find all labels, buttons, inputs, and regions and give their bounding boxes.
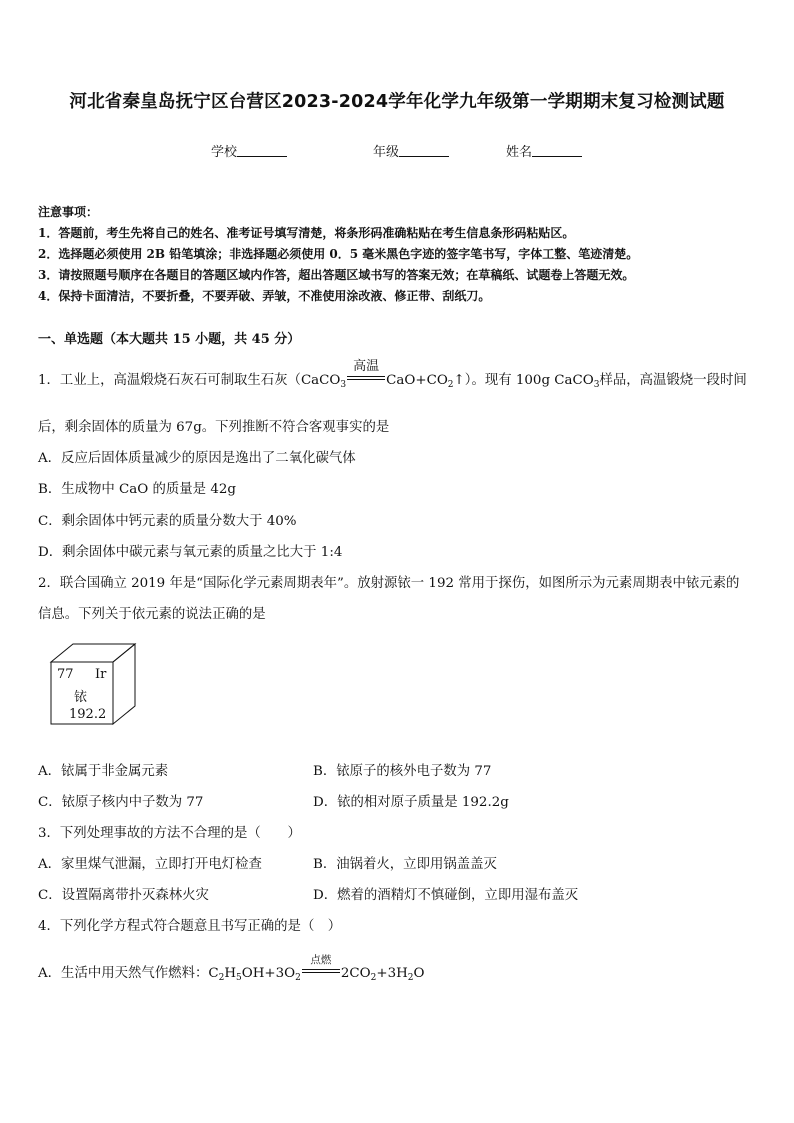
q1-line2: 后，剩余固体的质量为 67g。下列推断不符合客观事实的是 [38, 420, 390, 435]
name-field[interactable] [506, 141, 582, 160]
q1-option-a[interactable]: A．反应后固体质量减少的原因是逸出了二氧化碳气体 [38, 451, 356, 466]
section-heading: 一、单选题（本大题共 15 小题，共 45 分） [38, 332, 301, 347]
q4-stem: 4．下列化学方程式符合题意且书写正确的是（ ） [38, 919, 342, 934]
school-blank[interactable] [237, 144, 287, 157]
q3-option-a[interactable]: A．家里煤气泄漏，立即打开电灯检查 [38, 857, 262, 872]
atomic-mass: 192.2 [69, 707, 107, 722]
q4-option-a[interactable]: A．生活中用天然气作燃料：$C_2H_5OH+3O_2$ 点燃 $2CO_2+3H_2O$ [38, 954, 425, 983]
q1-option-d[interactable]: D．剩余固体中碳元素与氧元素的质量之比大于 1:4 [38, 545, 343, 560]
grade-blank[interactable] [399, 144, 449, 157]
note-item: 2．选择题必须使用 2B 铅笔填涂；非选择题必须使用 0．5 毫米黑色字迹的签字笔书写，字体工整、笔迹清楚。 [38, 247, 639, 261]
q3-stem: 3．下列处理事故的方法不合理的是（ ） [38, 826, 301, 841]
reaction-condition: 点燃 [302, 963, 340, 977]
school-field[interactable] [211, 141, 287, 160]
atomic-number: 77 [57, 667, 74, 682]
q3-option-b[interactable]: B．油锅着火，立即用锅盖盖灭 [313, 857, 497, 872]
q2-line1: 2．联合国确立 2019 年是“国际化学元素周期表年”。放射源铱一 192 常用于探伤，如图所示为元素周期表中铱元素的 [38, 576, 740, 591]
q2-line2: 信息。下列关于依元素的说法正确的是 [38, 607, 266, 622]
q2-option-c[interactable]: C．铱原子核内中子数为 77 [38, 795, 204, 810]
name-blank[interactable] [532, 144, 582, 157]
name-label: 姓名 [506, 145, 533, 160]
q2-option-b[interactable]: B．铱原子的核外电子数为 77 [313, 764, 492, 779]
q1-option-b[interactable]: B．生成物中 CaO 的质量是 42g [38, 482, 236, 497]
q3-option-d[interactable]: D．燃着的酒精灯不慎碰倒，立即用湿布盖灭 [313, 888, 579, 903]
q2-option-d[interactable]: D．铱的相对原子质量是 192.2g [313, 795, 509, 810]
note-item: 1．答题前，考生先将自己的姓名、准考证号填写清楚，将条形码准确粘贴在考生信息条形码粘贴区。 [38, 226, 575, 240]
element-name: 铱 [74, 690, 88, 705]
grade-field[interactable] [373, 141, 449, 160]
element-symbol: Ir [95, 667, 107, 682]
q3-option-c[interactable]: C．设置隔离带扑灭森林火灾 [38, 888, 209, 903]
element-cell-iridium [47, 640, 139, 728]
notes-heading: 注意事项： [38, 205, 99, 219]
q1-option-c[interactable]: C．剩余固体中钙元素的质量分数大于 40% [38, 514, 297, 529]
q2-option-a[interactable]: A．铱属于非金属元素 [38, 764, 169, 779]
note-item: 3．请按照题号顺序在各题目的答题区域内作答，超出答题区域书写的答案无效；在草稿纸、试题卷上答题无效。 [38, 268, 635, 282]
school-label: 学校 [211, 145, 238, 160]
note-item: 4．保持卡面清洁，不要折叠，不要弄破、弄皱，不准使用涂改液、修正带、刮纸刀。 [38, 289, 491, 303]
grade-label: 年级 [373, 145, 400, 160]
q1-line1: 1．工业上，高温煅烧石灰石可制取生石灰（CaCO$_3$ 高温 $CaO+CO_2↑$）。现有 100g CaCO$_3$样品，高温锻烧一段时间 [38, 359, 747, 390]
page-title: 河北省秦皇岛抚宁区台营区2023-2024学年化学九年级第一学期期末复习检测试题 [69, 92, 725, 112]
reaction-condition: 高温 [347, 370, 385, 384]
